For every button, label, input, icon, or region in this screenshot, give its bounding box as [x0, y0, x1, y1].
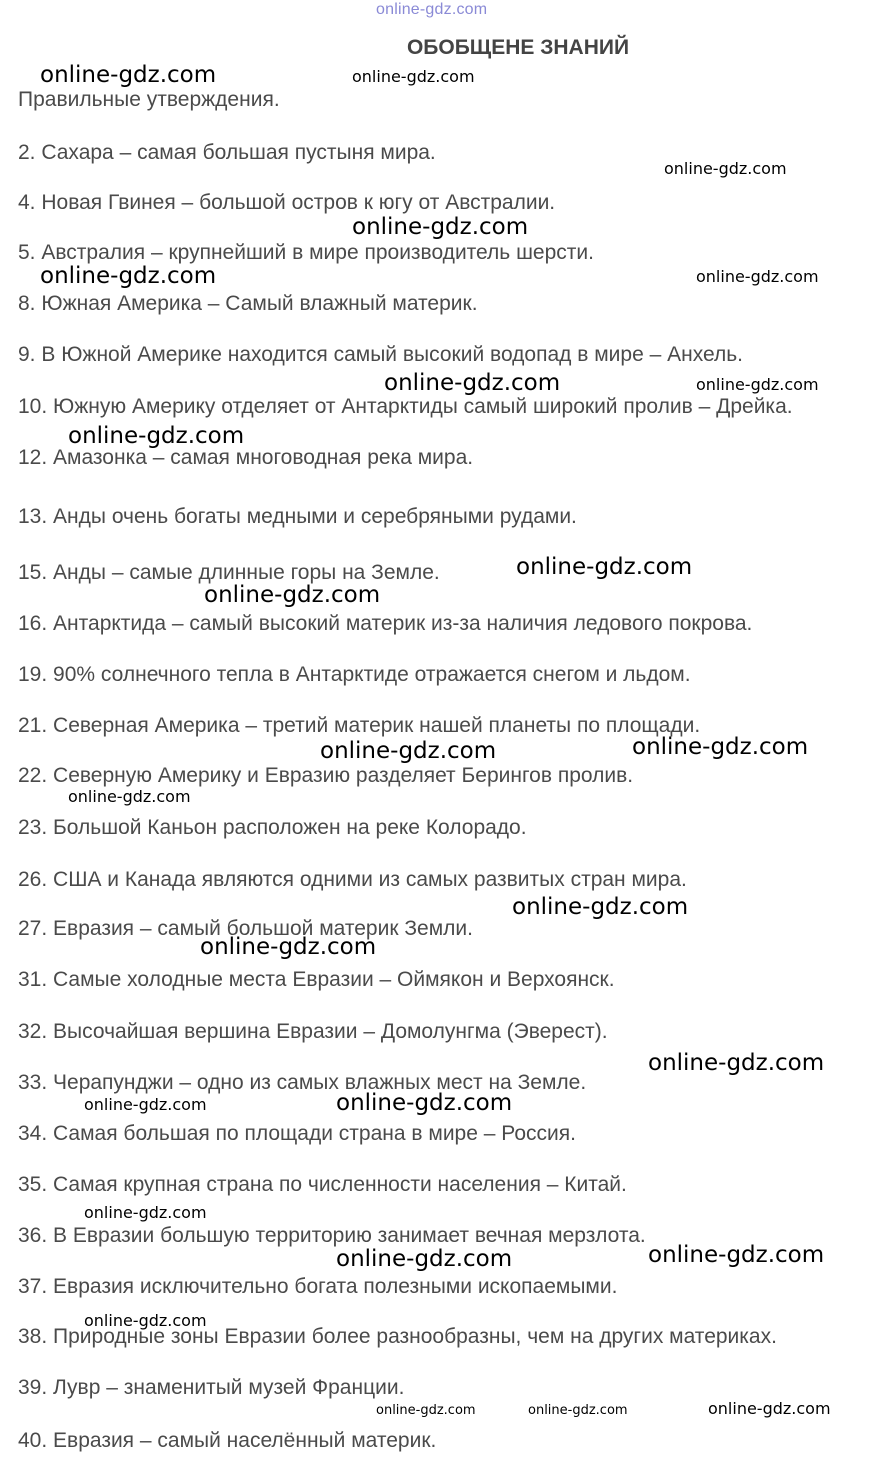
watermark: online-gdz.com [68, 787, 191, 806]
watermark: online-gdz.com [320, 738, 497, 764]
watermark: online-gdz.com [336, 1090, 513, 1116]
statement-item: 31. Самые холодные места Евразии – Оймякон и Верхоянск. [18, 968, 615, 991]
watermark: online-gdz.com [632, 734, 809, 760]
watermark: online-gdz.com [664, 159, 787, 178]
watermark: online-gdz.com [516, 554, 693, 580]
statement-item: 22. Северную Америку и Евразию разделяет Берингов пролив. [18, 764, 634, 787]
statement-item: 2. Сахара – самая большая пустыня мира. [18, 141, 436, 164]
statement-item: 23. Большой Каньон расположен на реке Колорадо. [18, 816, 527, 839]
watermark: online-gdz.com [512, 894, 689, 920]
watermark: online-gdz.com [84, 1095, 207, 1114]
statement-item: 32. Высочайшая вершина Евразии – Домолунгма (Эверест). [18, 1020, 608, 1043]
watermark: online-gdz.com [528, 1403, 628, 1418]
statement-item: 21. Северная Америка – третий материк нашей планеты по площади. [18, 714, 701, 737]
statement-item: 10. Южную Америку отделяет от Антарктиды самый широкий пролив – Дрейка. [18, 395, 793, 418]
statement-item: 26. США и Канада являются одними из самых развитых стран мира. [18, 868, 687, 891]
statement-item: 5. Австралия – крупнейший в мире производитель шерсти. [18, 241, 594, 264]
watermark: online-gdz.com [696, 375, 819, 394]
watermark: online-gdz.com [336, 1246, 513, 1272]
statement-item: 12. Амазонка – самая многоводная река мира. [18, 446, 474, 469]
watermark: online-gdz.com [352, 214, 529, 240]
statement-item: 15. Анды – самые длинные горы на Земле. [18, 561, 440, 584]
watermark: online-gdz.com [84, 1311, 207, 1330]
statement-item: 34. Самая большая по площади страна в мире – Россия. [18, 1122, 576, 1145]
statement-item: 13. Анды очень богаты медными и серебряными рудами. [18, 505, 577, 528]
statement-item: 38. Природные зоны Евразии более разнообразны, чем на других материках. [18, 1325, 777, 1348]
watermark: online-gdz.com [40, 263, 217, 289]
statement-item: 39. Лувр – знаменитый музей Франции. [18, 1376, 405, 1399]
watermark: online-gdz.com [648, 1050, 825, 1076]
statement-item: 4. Новая Гвинея – большой остров к югу от Австралии. [18, 191, 556, 214]
intro-text: Правильные утверждения. [18, 88, 280, 111]
statement-item: 37. Евразия исключительно богата полезными ископаемыми. [18, 1275, 618, 1298]
watermark: online-gdz.com [376, 1403, 476, 1418]
watermark: online-gdz.com [204, 582, 381, 608]
statement-item: 40. Евразия – самый населённый материк. [18, 1429, 437, 1452]
statement-item: 16. Антарктида – самый высокий материк из-за наличия ледового покрова. [18, 612, 753, 635]
statement-item: 35. Самая крупная страна по численности населения – Китай. [18, 1173, 627, 1196]
watermark: online-gdz.com [200, 934, 377, 960]
watermark: online-gdz.com [384, 370, 561, 396]
watermark: online-gdz.com [352, 67, 475, 86]
statement-item: 36. В Евразии большую территорию занимает вечная мерзлота. [18, 1224, 646, 1247]
watermark: online-gdz.com [696, 267, 819, 286]
top-watermark: online-gdz.com [376, 1, 488, 18]
watermark: online-gdz.com [84, 1203, 207, 1222]
statement-item: 9. В Южной Америке находится самый высокий водопад в мире – Анхель. [18, 343, 743, 366]
watermark: online-gdz.com [68, 423, 245, 449]
statement-item: 8. Южная Америка – Самый влажный материк. [18, 292, 478, 315]
watermark: online-gdz.com [40, 62, 217, 88]
watermark: online-gdz.com [708, 1399, 831, 1418]
statement-item: 27. Евразия – самый большой материк Земли. [18, 917, 473, 940]
watermark: online-gdz.com [648, 1242, 825, 1268]
page-title: ОБОБЩЕНЕ ЗНАНИЙ [406, 36, 630, 59]
statement-item: 33. Черапунджи – одно из самых влажных мест на Земле. [18, 1071, 587, 1094]
statement-item: 19. 90% солнечного тепла в Антарктиде отражается снегом и льдом. [18, 663, 691, 686]
